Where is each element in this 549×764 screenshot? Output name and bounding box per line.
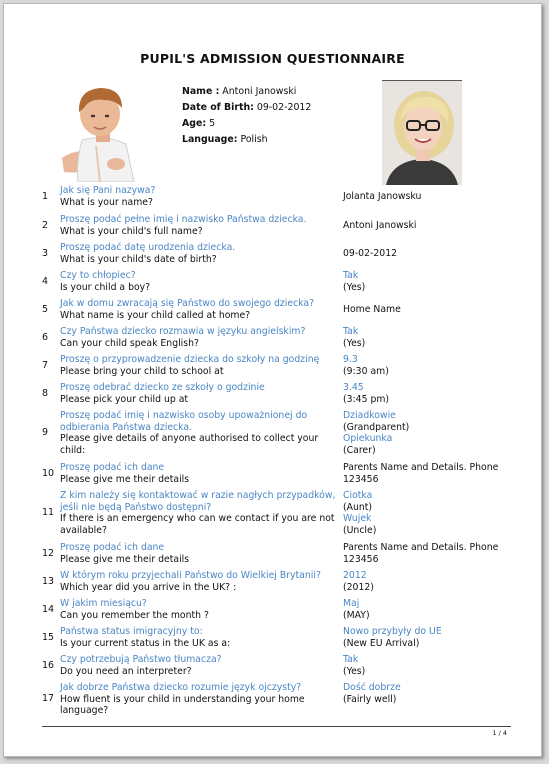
answer xyxy=(343,490,533,536)
answer-english: (Uncle) xyxy=(343,524,377,536)
question-polish: Jak się Pani nazywa? xyxy=(60,185,156,196)
name-value: Antoni Janowski xyxy=(222,86,297,97)
question-text xyxy=(60,570,340,593)
question-number: 11 xyxy=(42,507,55,518)
question-text xyxy=(60,654,340,677)
answer xyxy=(343,626,533,649)
question-number: 1 xyxy=(42,190,49,202)
answer-polish: Ciotka xyxy=(343,490,373,501)
answer-polish: 2012 xyxy=(343,570,367,581)
answer-english: (3:45 pm) xyxy=(343,393,390,405)
question-text xyxy=(60,462,340,485)
answer xyxy=(343,382,533,405)
answer-english: Home Name xyxy=(343,303,401,315)
answer xyxy=(343,654,533,677)
answer-english: (Yes) xyxy=(343,337,366,349)
answer-english: (Aunt) xyxy=(343,501,373,513)
answer-english: Jolanta Janowsku xyxy=(343,190,422,202)
question-english: Is your current status in the UK as a: xyxy=(60,637,231,649)
child-photo xyxy=(56,78,140,182)
footer-divider xyxy=(42,726,511,727)
answer-polish: Dość dobrze xyxy=(343,682,401,693)
question-polish: Jak w domu zwracają się Państwo do swojego dziecka? xyxy=(60,298,315,309)
pupil-info xyxy=(182,84,311,148)
question-polish: Proszę podać imię i nazwisko osoby upoważnionej do odbierania Państwa dziecka. xyxy=(60,410,308,433)
answer-english: (Carer) xyxy=(343,444,376,456)
question-text xyxy=(60,490,340,536)
question-text xyxy=(60,626,340,649)
question-text xyxy=(60,214,340,237)
question-polish: Czy to chłopiec? xyxy=(60,270,136,281)
answer-english: (Fairly well) xyxy=(343,693,397,705)
question-text xyxy=(60,382,340,405)
question-number: 15 xyxy=(42,631,55,643)
answer xyxy=(343,462,533,485)
answer-english: (Yes) xyxy=(343,281,366,293)
question-english: Do you need an interpreter? xyxy=(60,665,192,677)
answer xyxy=(343,191,533,203)
answer-english: (Grandparent) xyxy=(343,421,410,433)
question-english: Please give me their details xyxy=(60,553,190,565)
answer-polish: 9.3 xyxy=(343,354,358,365)
question-english: Please give details of anyone authorised to collect your child: xyxy=(60,433,319,456)
question-polish: Proszę podać ich dane xyxy=(60,462,165,473)
question-polish: Z kim należy się kontaktować w razie nagłych przypadków, jeśli nie będą Państwo dostępni? xyxy=(60,490,336,513)
answer-english: Parents Name and Details. Phone 123456 xyxy=(343,462,499,485)
page-title: PUPIL'S ADMISSION QUESTIONNAIRE xyxy=(140,51,405,66)
question-polish: Czy potrzebują Państwo tłumacza? xyxy=(60,654,222,665)
question-english: Please bring your child to school at xyxy=(60,365,224,377)
answer-polish: 3.45 xyxy=(343,382,364,393)
answer xyxy=(343,354,533,377)
question-text xyxy=(60,270,340,293)
question-english: Which year did you arrive in the UK? : xyxy=(60,581,237,593)
question-polish: Proszę odebrać dziecko ze szkoły o godzinie xyxy=(60,382,265,393)
question-number: 8 xyxy=(42,387,49,399)
answer-polish: Dziadkowie xyxy=(343,410,396,421)
language-value: Polish xyxy=(240,134,268,145)
answer xyxy=(343,220,533,232)
answer xyxy=(343,304,533,316)
question-number: 6 xyxy=(42,331,49,343)
question-text xyxy=(60,410,340,456)
answer-polish: Opiekunka xyxy=(343,433,393,444)
answer xyxy=(343,270,533,293)
question-number: 13 xyxy=(42,575,55,587)
question-english: How fluent is your child in understanding your home language? xyxy=(60,693,305,716)
question-number: 10 xyxy=(42,467,55,479)
answer-english: (Yes) xyxy=(343,665,366,677)
question-english: Please pick your child up at xyxy=(60,393,189,405)
answer-english: (MAY) xyxy=(343,609,370,621)
question-polish: Państwa status imigracyjny to: xyxy=(60,626,203,637)
question-english: Is your child a boy? xyxy=(60,281,151,293)
question-text xyxy=(60,682,340,717)
answer-english: Antoni Janowski xyxy=(343,219,417,231)
question-text xyxy=(60,354,340,377)
answer xyxy=(343,410,533,456)
question-polish: W którym roku przyjechali Państwo do Wielkiej Brytanii? xyxy=(60,570,321,581)
question-text xyxy=(60,185,340,208)
question-english: If there is an emergency who can we contact if you are not available? xyxy=(60,513,335,536)
question-text xyxy=(60,242,340,265)
dob-value: 09-02-2012 xyxy=(256,102,312,113)
answer xyxy=(343,598,533,621)
language-label: Language: xyxy=(182,134,238,145)
question-english: What is your child's date of birth? xyxy=(60,253,217,265)
answer xyxy=(343,542,533,565)
question-polish: Proszę podać datę urodzenia dziecka. xyxy=(60,242,236,253)
question-polish: W jakim miesiącu? xyxy=(60,598,147,609)
answer xyxy=(343,326,533,349)
name-label: Name : xyxy=(182,86,220,97)
answer-polish: Nowo przybyły do UE xyxy=(343,626,442,637)
age-label: Age: xyxy=(182,118,207,129)
question-number: 4 xyxy=(42,275,49,287)
answer xyxy=(343,570,533,593)
question-number: 16 xyxy=(42,659,55,671)
question-english: What name is your child called at home? xyxy=(60,309,251,321)
question-polish: Proszę podać pełne imię i nazwisko Państwa dziecka. xyxy=(60,214,307,225)
question-number: 3 xyxy=(42,247,49,259)
question-english: Can you remember the month ? xyxy=(60,609,209,621)
answer-english: (9:30 am) xyxy=(343,365,389,377)
answer-english: 09-02-2012 xyxy=(343,247,398,259)
answer-english: (2012) xyxy=(343,581,374,593)
answer-polish: Tak xyxy=(343,270,359,281)
question-number: 5 xyxy=(42,303,49,315)
dob-label: Date of Birth: xyxy=(182,102,254,113)
answer-polish: Wujek xyxy=(343,513,372,524)
question-number: 17 xyxy=(42,693,55,705)
question-text xyxy=(60,598,340,621)
question-english: What is your child's full name? xyxy=(60,225,203,237)
answer-english: (New EU Arrival) xyxy=(343,637,420,649)
answer-polish: Tak xyxy=(343,326,359,337)
answer xyxy=(343,248,533,260)
teacher-photo xyxy=(382,80,462,185)
question-text xyxy=(60,542,340,565)
question-number: 12 xyxy=(42,547,55,559)
answer-polish: Tak xyxy=(343,654,359,665)
answer xyxy=(343,682,533,705)
question-text xyxy=(60,298,340,321)
document-page xyxy=(3,3,542,757)
question-number: 9 xyxy=(42,427,49,438)
question-polish: Proszę podać ich dane xyxy=(60,542,165,553)
question-polish: Proszę o przyprowadzenie dziecka do szkoły na godzinę xyxy=(60,354,320,365)
answer-english: Parents Name and Details. Phone 123456 xyxy=(343,542,499,565)
question-english: What is your name? xyxy=(60,196,153,208)
age-value: 5 xyxy=(209,118,216,129)
answer-polish: Maj xyxy=(343,598,360,609)
question-text xyxy=(60,326,340,349)
page-number: 1 / 4 xyxy=(492,729,507,737)
question-english: Can your child speak English? xyxy=(60,337,199,349)
question-number: 2 xyxy=(42,219,49,231)
question-number: 14 xyxy=(42,603,55,615)
question-polish: Czy Państwa dziecko rozmawia w języku angielskim? xyxy=(60,326,306,337)
question-english: Please give me their details xyxy=(60,473,190,485)
question-polish: Jak dobrze Państwa dziecko rozumie język ojczysty? xyxy=(60,682,302,693)
question-number: 7 xyxy=(42,359,49,371)
